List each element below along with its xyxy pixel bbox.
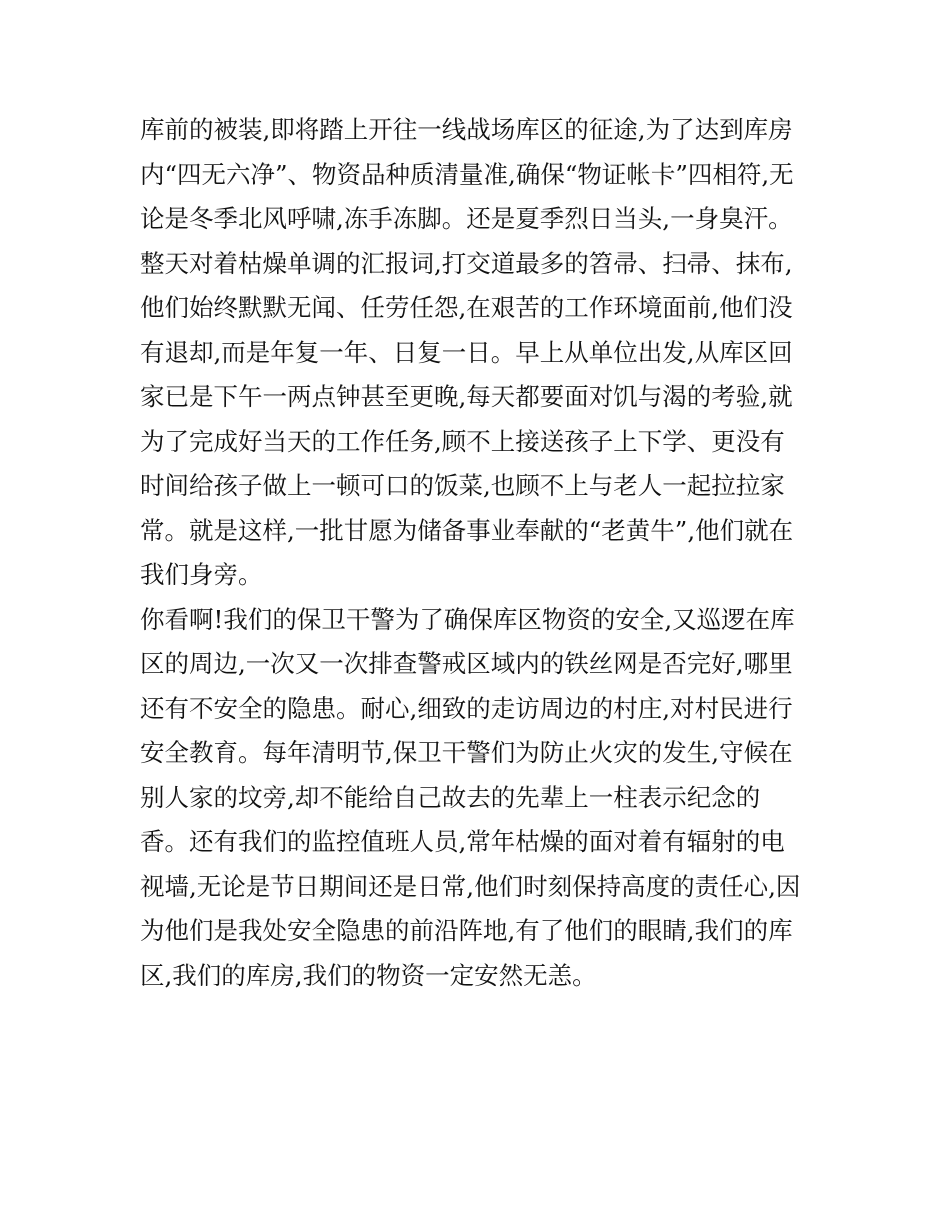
text-line: 你看啊!我们的保卫干警为了确保库区物资的安全,又巡逻在库 [140, 604, 795, 634]
text-line: 香。还有我们的监控值班人员,常年枯燥的面对着有辐射的电 [140, 827, 785, 856]
text-line: 他们始终默默无闻、任劳任怨,在艰苦的工作环境面前,他们没 [140, 293, 793, 322]
text-line: 家已是下午一两点钟甚至更晚,每天都要面对饥与渴的考验,就 [140, 382, 793, 411]
text-line: 论是冬季北风呼啸,冻手冻脚。还是夏季烈日当头,一身臭汗。 [140, 204, 793, 233]
text-line: 为了完成好当天的工作任务,顾不上接送孩子上下学、更没有 [140, 426, 785, 456]
text-line: 视墙,无论是节日期间还是日常,他们时刻保持高度的责任心,因 [140, 871, 801, 901]
text-line: 有退却,而是年复一年、日复一日。早上从单位出发,从库区回 [140, 337, 793, 367]
text-line: 时间给孩子做上一顿可口的饭菜,也顾不上与老人一起拉拉家 [140, 471, 785, 500]
text-line: 内“四无六净”、物资品种质清量准,确保“物证帐卡”四相符,无 [140, 159, 794, 189]
text-line: 还有不安全的隐患。耐心,细致的走访周边的村庄,对村民进行 [140, 693, 793, 723]
text-line: 常。就是这样,一批甘愿为储备事业奉献的“老黄牛”,他们就在 [140, 515, 794, 545]
text-line: 安全教育。每年清明节,保卫干警们为防止火灾的发生,守候在 [140, 738, 793, 767]
body-text [140, 108, 820, 998]
text-line: 我们身旁。 [140, 560, 263, 589]
text-line: 别人家的坟旁,却不能给自己故去的先辈上一柱表示纪念的 [140, 782, 761, 812]
text-line: 整天对着枯燥单调的汇报词,打交道最多的笤帚、扫帚、抹布, [140, 248, 793, 278]
text-line: 区,我们的库房,我们的物资一定安然无恙。 [140, 960, 597, 990]
text-line: 库前的被装,即将踏上开往一线战场库区的征途,为了达到库房 [140, 115, 793, 144]
text-line: 区的周边,一次又一次排查警戒区域内的铁丝网是否完好,哪里 [140, 649, 793, 678]
text-line: 为他们是我处安全隐患的前沿阵地,有了他们的眼睛,我们的库 [140, 916, 793, 945]
